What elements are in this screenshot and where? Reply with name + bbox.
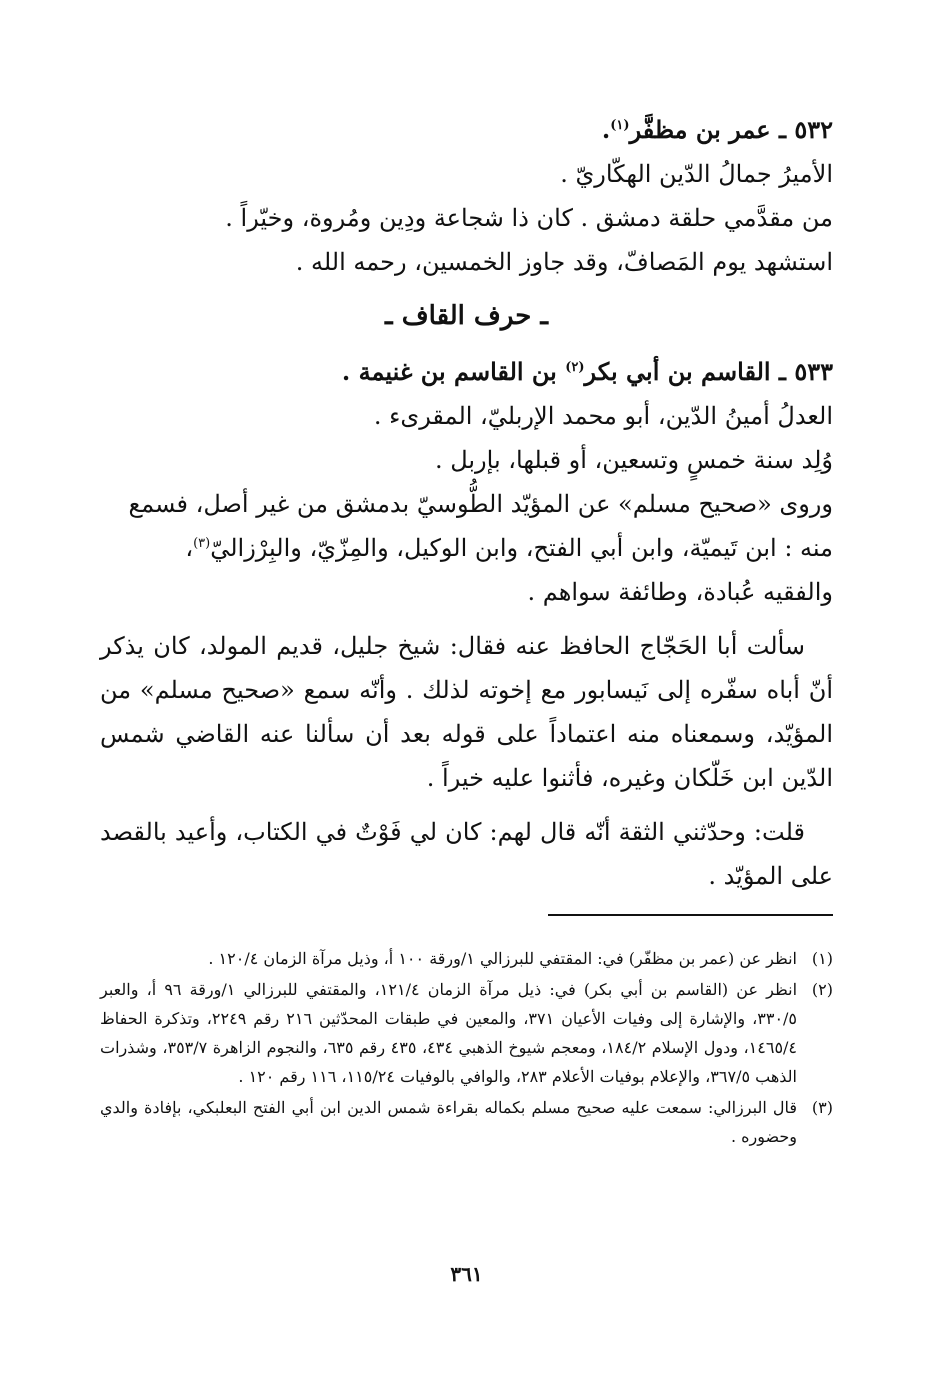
footnote-text: انظر عن (القاسم بن أبي بكر) في: ذيل مرآة الزمان ١٢١/٤، والمقتفي للبرزالي ١/ورقة ٩٦ أ، والعبر ٣٣٠/٥، والإشارة إلى وفيات الأعيان ٣٧١، والمعين في طبقات المحدّثين ٢١٦ رقم ٢٢٤٩، وتذكرة الحفاظ ١٤٦٥/٤، ودول الإسلام ١٨٤/٢، ومعجم شيوخ الذهبي ٤٣٤، ٤٣٥ رقم ٦٣٥، والنجوم الزاهرة ٣٥٣/٧، وشذرات الذهب ٣٦٧/٥، والإعلام بوفيات الأعلام ٢٨٣، والوافي بالوفيات ١١٥/٢٤، ١١٦ رقم ١٢٠ . [100, 980, 798, 1086]
footnote-marker-2: (٢) [565, 360, 585, 375]
footnote-number: (١) [811, 949, 833, 968]
entry-533-title: ٥٣٣ ـ القاسم بن أبي بكر [584, 357, 833, 386]
entry-532-title-end: . [601, 115, 611, 144]
footnote-divider [548, 914, 833, 916]
footnote-text: انظر عن (عمر بن مظفّر) في: المقتفي للبرزالي ١/ورقة ١٠٠ أ، وذيل مرآة الزمان ١٢٠/٤ . [208, 949, 797, 968]
footnote-marker-3: (٣) [193, 536, 211, 551]
footnote-number: (٣) [811, 1098, 833, 1117]
entry-533-line-2: وُلِد سنة خمسٍ وتسعين، أو قبلها، بإربل . [434, 446, 833, 474]
entry-533-line-4-text: منه : ابن تَيميّة، وابن أبي الفتح، وابن الوكيل، والمِزّيّ، والبِرْزاليّ [210, 534, 833, 562]
entry-532-heading [100, 108, 833, 152]
entry-533-line-5: والفقيه عُبادة، وطائفة سواهم . [527, 578, 833, 606]
entry-533-paragraph-2: سألت أبا الحَجّاج الحافظ عنه فقال: شيخ جليل، قديم المولد، كان يذكر أنّ أباه سفّره إلى نَيسابور مع إخوته لذلك . وأنّه سمع «صحيح مسلم» من المؤيّد، وسمعناه منه اعتماداً على قوله بعد أن سألنا عنه القاضي شمس الدّين ابن خَلّكان وغيره، فأثنوا عليه خيراً . [100, 632, 833, 792]
footnote-2 [100, 975, 833, 1091]
entry-532-line-3: استشهد يوم المَصافّ، وقد جاوز الخمسين، رحمه الله . [295, 248, 833, 276]
footnotes [100, 944, 833, 1153]
entry-532-line-2: من مقدَّمي حلقة دمشق . كان ذا شجاعة ودِين ومُروة، وخيّراً . [225, 204, 833, 232]
footnote-number: (٢) [811, 980, 833, 999]
entry-532-line-1: الأميرُ جمالُ الدّين الهكّاريّ . [560, 160, 833, 188]
footnote-1 [100, 944, 833, 973]
entry-533-paragraph-3: قلت: وحدّثني الثقة أنّه قال لهم: كان لي فَوْتٌ في الكتاب، وأعيد بالقصد على المؤيّد . [100, 818, 833, 890]
entry-533-line-3: وروى «صحيح مسلم» عن المؤيّد الطُّوسيّ بدمشق من غير أصل، فسمع [128, 490, 833, 518]
entry-533-title-rest: بن القاسم بن غنيمة . [341, 357, 566, 386]
entry-533-line-1: العدلُ أمينُ الدّين، أبو محمد الإربليّ، المقرىء . [373, 402, 833, 430]
section-title: ـ حرف القاف ـ [385, 301, 548, 331]
footnote-3 [100, 1093, 833, 1151]
page-number: ٣٦١ [450, 1262, 483, 1286]
entry-533-line-4-end: ، [185, 534, 194, 562]
footnote-marker-1: (١) [610, 118, 630, 133]
entry-533-line-4 [100, 526, 833, 570]
entry-532-title: ٥٣٢ ـ عمر بن مظفَّر [629, 115, 833, 144]
entry-533-heading [100, 350, 833, 394]
footnote-text: قال البرزالي: سمعت عليه صحيح مسلم بكماله بقراءة شمس الدين ابن أبي الفتح البعلبكي، بإفادة والدي وحضوره . [100, 1098, 797, 1146]
main-text [100, 108, 833, 898]
